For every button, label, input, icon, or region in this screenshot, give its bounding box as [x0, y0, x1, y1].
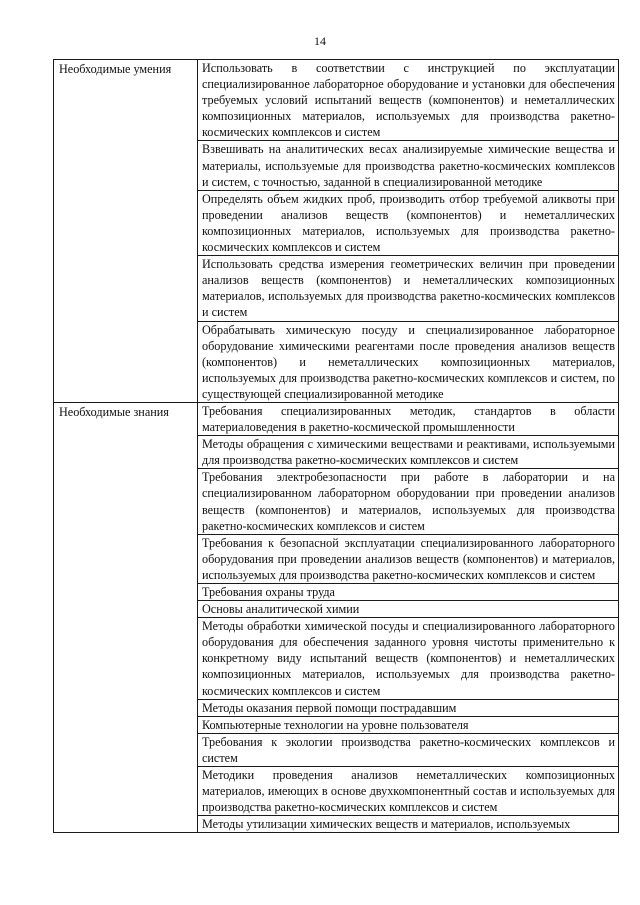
requirement-cell: Методики проведения анализов неметаллических композиционных материалов, имеющих в основе двухкомпонентный состав и используемых для производства ракетно-космических комплексов и систем — [198, 767, 619, 816]
requirement-cell: Использовать средства измерения геометрических величин при проведении анализов веществ (компонентов) и неметаллических композиционных материалов, используемых для производства ракетно-космических комплексов и систем — [198, 256, 619, 321]
category-cell-knowledge: Необходимые знания — [54, 402, 198, 832]
requirement-cell: Требования к безопасной эксплуатации специализированного лабораторного оборудования при проведении анализов веществ (компонентов) и материалов, используемых для производства ракетно-космических комплексов и систем — [198, 534, 619, 583]
requirement-cell: Обрабатывать химическую посуду и специализированное лабораторное оборудование химическими реагентами после проведения анализов веществ (компонентов) и неметаллических композиционных материалов, используемых для производства ракетно-космических комплексов и систем, по существующей специализированной методике — [198, 321, 619, 402]
requirement-cell: Основы аналитической химии — [198, 601, 619, 618]
requirement-cell: Методы обращения с химическими веществами и реактивами, используемыми для производства ракетно-космических комплексов и систем — [198, 436, 619, 469]
category-cell-skills: Необходимые умения — [54, 60, 198, 403]
requirement-cell: Взвешивать на аналитических весах анализируемые химические вещества и материалы, используемые для производства ракетно-космических комплексов и систем, с точностью, заданной в специализированной методике — [198, 141, 619, 190]
table-row — [54, 402, 619, 435]
requirement-cell: Компьютерные технологии на уровне пользователя — [198, 716, 619, 733]
page-number: 14 — [314, 34, 326, 48]
requirement-cell: Определять объем жидких проб, производить отбор требуемой аликвоты при проведении анализов веществ (компонентов) и неметаллических композиционных материалов, используемых для производства ракетно-космических комплексов и систем — [198, 190, 619, 255]
requirement-cell: Методы утилизации химических веществ и материалов, используемых — [198, 816, 619, 833]
requirement-cell: Методы обработки химической посуды и специализированного лабораторного оборудования для обеспечения заданного уровня чистоты применительно к конкретному виду испытаний веществ (компонентов) и неметаллических композиционных материалов, используемых для производства ракетно-космических комплексов и систем — [198, 618, 619, 699]
requirement-cell: Использовать в соответствии с инструкцией по эксплуатации специализированное лабораторное оборудование и установки для обеспечения требуемых условий испытаний веществ (компонентов) и неметаллических композиционных материалов, используемых для производства ракетно-космических комплексов и систем — [198, 60, 619, 141]
requirement-cell: Требования к экологии производства ракетно-космических комплексов и систем — [198, 733, 619, 766]
requirement-cell: Требования специализированных методик, стандартов в области материаловедения в ракетно-космической промышленности — [198, 402, 619, 435]
requirement-cell: Требования охраны труда — [198, 584, 619, 601]
requirement-cell: Методы оказания первой помощи пострадавшим — [198, 699, 619, 716]
requirements-table — [53, 59, 619, 833]
table-row — [54, 60, 619, 141]
requirement-cell: Требования электробезопасности при работе в лаборатории и на специализированном лабораторном оборудовании при проведении анализов веществ (компонентов) и материалов, используемых для производства ракетно-космических комплексов и систем — [198, 469, 619, 534]
